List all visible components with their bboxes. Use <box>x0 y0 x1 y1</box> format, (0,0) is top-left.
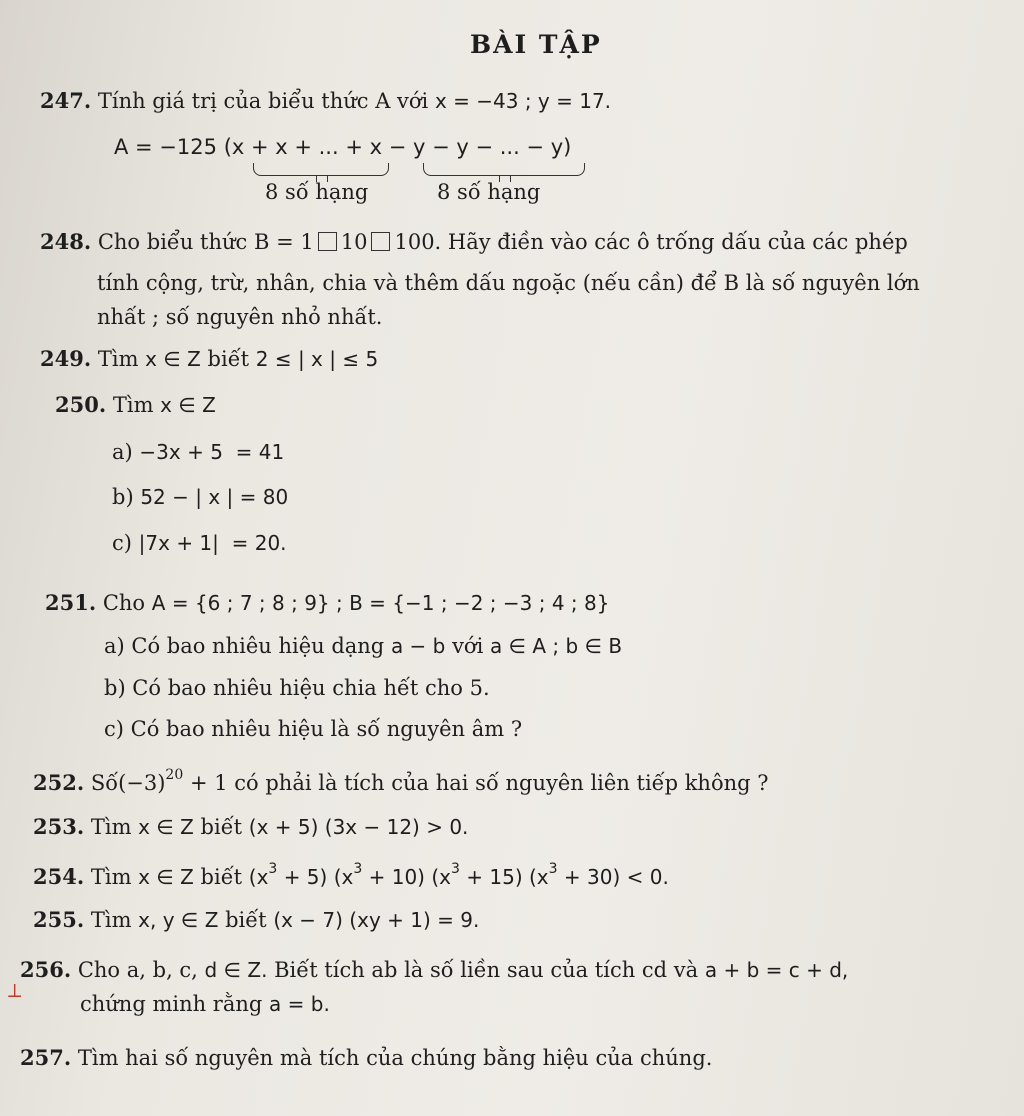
power-exponent: 20 <box>165 767 184 783</box>
exponent: 3 <box>268 861 278 877</box>
problem-251-a <box>104 634 622 658</box>
expression: d ∈ Z. <box>204 958 268 982</box>
part-expression: a − b <box>390 634 446 658</box>
problem-number: 249. <box>40 346 92 371</box>
expression-sets: A = {6 ; 7 ; 8 ; 9} ; B = {−1 ; −2 ; −3 ; 4 ; 8} <box>151 591 610 615</box>
problem-text: Tìm <box>90 815 132 839</box>
pen-mark-icon: ⟂ <box>8 978 22 1002</box>
part-expression: |7x + 1| = 20. <box>138 531 287 555</box>
problem-text: Tìm <box>90 865 132 889</box>
problem-number: 254. <box>33 864 85 889</box>
problem-text: Cho a, b, c, <box>77 958 198 982</box>
exponent: 3 <box>450 861 460 877</box>
expression: x ∈ Z <box>138 815 194 839</box>
expression-2: (x + 5) (3x − 12) > 0. <box>248 815 469 839</box>
factor-4: + 15) (x <box>466 865 549 889</box>
problem-text-2: Hãy điền vào các ô trống dấu của các phép <box>447 230 908 254</box>
problem-250-c <box>112 531 287 555</box>
factor-end: + 30) < 0. <box>563 865 669 889</box>
problem-condition: x = −43 ; y = 17. <box>434 89 612 113</box>
expression: x ∈ Z <box>145 347 201 371</box>
problem-text-2: có phải là tích của hai số nguyên liên tiếp không ? <box>234 771 769 795</box>
problem-text: Tìm <box>90 908 132 932</box>
problem-text-2: biết <box>225 908 267 932</box>
problem-number: 250. <box>55 392 107 417</box>
problem-number: 253. <box>33 814 85 839</box>
problem-249 <box>40 346 378 371</box>
expression-247 <box>114 135 571 159</box>
blank-box-1 <box>318 232 337 251</box>
expression-3: a = b. <box>269 992 330 1016</box>
brace-label-y: 8 số hạng <box>437 180 541 204</box>
part-text: a) Có bao nhiêu hiệu dạng <box>104 634 385 658</box>
part-label: a) <box>112 440 133 464</box>
problem-252 <box>33 767 769 795</box>
factor-1: (x <box>248 865 269 889</box>
blank-box-2 <box>371 232 390 251</box>
problem-256-line-2 <box>80 992 330 1016</box>
problem-text-3: chứng minh rằng <box>80 992 263 1016</box>
part-label: c) <box>112 531 132 555</box>
factor-2: + 5) (x <box>283 865 354 889</box>
expression: x ∈ Z <box>138 865 194 889</box>
expression-2: a + b = c + d, <box>704 958 849 982</box>
brace-x-terms <box>253 163 389 176</box>
factor-3: + 10) (x <box>368 865 451 889</box>
exponent: 3 <box>353 861 363 877</box>
problem-number: 247. <box>40 88 92 113</box>
problem-255 <box>33 907 479 932</box>
part-expression-2: a ∈ A ; b ∈ B <box>489 634 623 658</box>
problem-251-c: c) Có bao nhiêu hiệu là số nguyên âm ? <box>104 717 523 741</box>
problem-text: Tìm hai số nguyên mà tích của chúng bằng hiệu của chúng. <box>77 1046 713 1070</box>
expression-x-sum: (x + x + ... + x <box>223 135 383 159</box>
problem-text-2: Biết tích ab là số liền sau của tích cd và <box>274 958 699 982</box>
problem-text: Tìm <box>97 347 139 371</box>
problem-256 <box>20 957 848 982</box>
problem-251 <box>45 590 609 615</box>
problem-text-2: biết <box>200 815 243 839</box>
problem-254 <box>33 861 669 889</box>
exponent: 3 <box>548 861 558 877</box>
problem-251-b: b) Có bao nhiêu hiệu chia hết cho 5. <box>104 676 490 700</box>
problem-text: Số <box>90 771 119 795</box>
problem-247 <box>40 88 611 113</box>
part-expression: 52 − | x | = 80 <box>140 485 289 509</box>
problem-number: 256. <box>20 957 72 982</box>
problem-number: 248. <box>40 229 92 254</box>
expression: x ∈ Z <box>160 393 216 417</box>
brace-label-x: 8 số hạng <box>265 180 369 204</box>
page-title: BÀI TẬP <box>470 30 602 59</box>
problem-number: 252. <box>33 770 85 795</box>
problem-text: Tìm <box>112 393 154 417</box>
problem-number: 251. <box>45 590 97 615</box>
power-base: (−3) <box>118 771 166 795</box>
expression-100: 100. <box>394 230 442 254</box>
problem-257 <box>20 1045 712 1070</box>
problem-text: Cho <box>102 591 146 615</box>
problem-248 <box>40 229 908 254</box>
problem-250-a <box>112 440 284 464</box>
problem-248-line-3: nhất ; số nguyên nhỏ nhất. <box>97 305 383 329</box>
expression-2: 2 ≤ | x | ≤ 5 <box>255 347 379 371</box>
part-expression: −3x + 5 = 41 <box>139 440 285 464</box>
expression-b: B = 1 <box>253 230 314 254</box>
problem-number: 257. <box>20 1045 72 1070</box>
expression-2: (x − 7) (xy + 1) = 9. <box>273 908 480 932</box>
problem-250-b <box>112 485 288 509</box>
part-text-2: với <box>452 634 484 658</box>
expression-product <box>248 861 669 889</box>
expression: x, y ∈ Z <box>138 908 219 932</box>
problem-text-2: biết <box>200 865 243 889</box>
expression-y-diff: − y − y − ... − y) <box>382 135 572 159</box>
problem-number: 255. <box>33 907 85 932</box>
power-rest: + 1 <box>189 771 228 795</box>
part-label: b) <box>112 485 134 509</box>
brace-y-terms <box>423 163 585 176</box>
problem-text-2: biết <box>207 347 250 371</box>
problem-250 <box>55 392 216 417</box>
expression-lhs: A = −125 <box>114 135 217 159</box>
problem-text: Cho biểu thức <box>97 230 248 254</box>
problem-248-line-2: tính cộng, trừ, nhân, chia và thêm dấu ngoặc (nếu cần) để B là số nguyên lớn <box>97 271 920 295</box>
problem-text: Tính giá trị của biểu thức A với <box>97 89 429 113</box>
expression-10: 10 <box>340 230 368 254</box>
problem-253 <box>33 814 468 839</box>
